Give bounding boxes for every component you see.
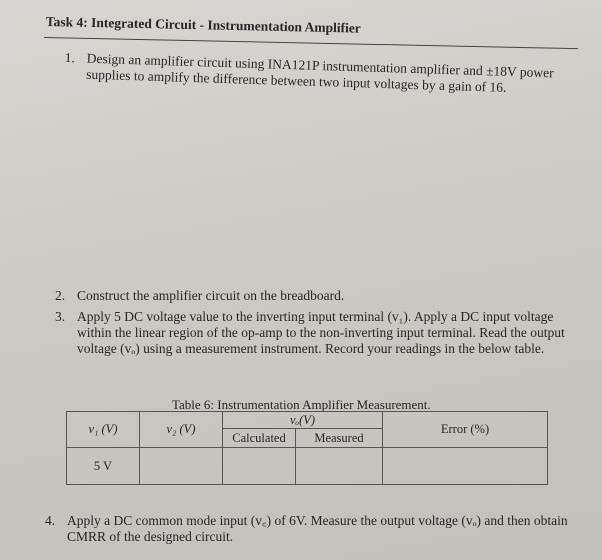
header-measured: Measured — [296, 429, 383, 448]
title-underline — [44, 37, 578, 49]
table-caption: Table 6: Instrumentation Amplifier Measurement. — [172, 397, 431, 412]
cell-error — [383, 448, 548, 485]
header-error: Error (%) — [383, 412, 548, 448]
table-row — [67, 448, 548, 485]
list-item — [64, 50, 595, 99]
measurement-table — [66, 411, 548, 485]
list-item — [55, 288, 585, 304]
header-v1: v₁ (V) — [67, 412, 140, 448]
item-text: Design an amplifier circuit using INA121P instrumentation amplifier and ±18V power supplies to amplify the difference between two input voltages by a gain of 16. — [86, 50, 554, 95]
item-number: 3. — [55, 309, 66, 324]
item-text: Apply 5 DC voltage value to the inverting input terminal (v₁). Apply a DC input voltage within the linear region of the op-amp to the non-inverting input terminal. Read the output voltage (vₒ) using a measurement instrument. Record your readings in the below table. — [77, 309, 565, 356]
cell-calculated — [223, 448, 296, 485]
header-v2: v₂ (V) — [140, 412, 223, 448]
header-calculated: Calculated — [223, 429, 296, 448]
list-item — [55, 309, 585, 357]
item-text: Construct the amplifier circuit on the breadboard. — [77, 288, 345, 303]
cell-measured — [296, 448, 383, 485]
item-text: Apply a DC common mode input (v꜀) of 6V. Measure the output voltage (vₒ) and then obtain CMRR of the designed circuit. — [67, 513, 568, 544]
cell-v2 — [140, 448, 223, 485]
item-number: 1. — [64, 50, 76, 66]
cell-v1: 5 V — [67, 448, 140, 485]
task-title: Task 4: Integrated Circuit - Instrumentation Amplifier — [45, 14, 361, 36]
item-number: 4. — [45, 513, 56, 528]
item-number: 2. — [55, 288, 66, 303]
header-vo: vₒ(V) — [223, 412, 383, 429]
list-item — [45, 513, 595, 545]
